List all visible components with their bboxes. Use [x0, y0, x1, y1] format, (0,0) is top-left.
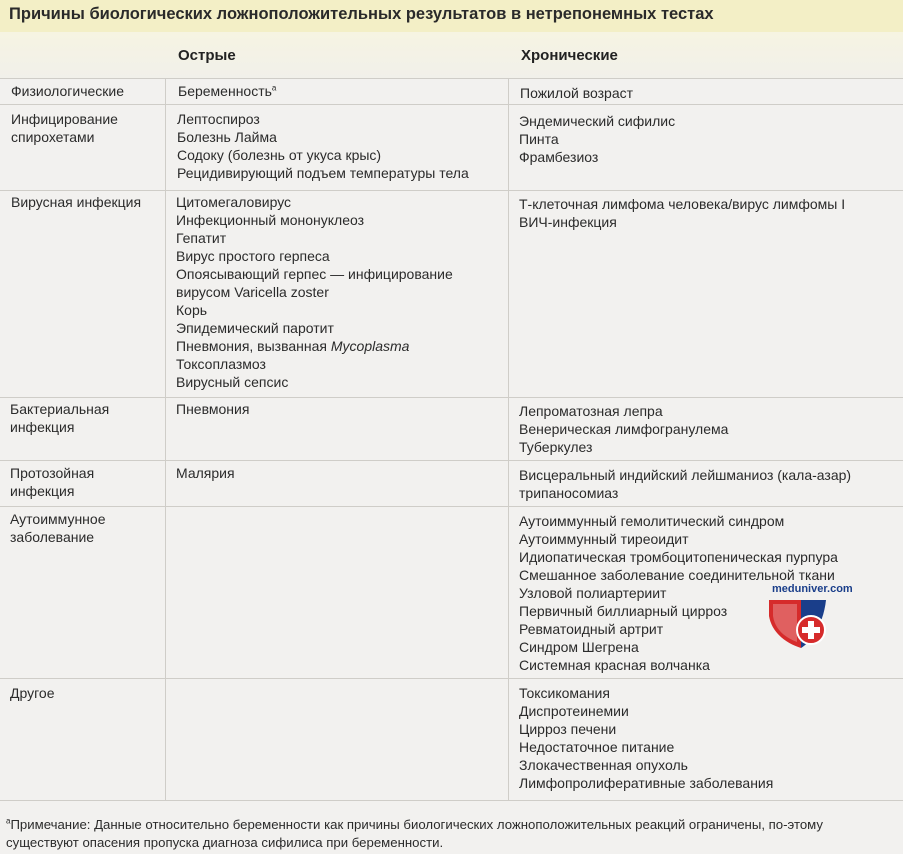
- column-divider: [165, 78, 166, 800]
- row-physiological-category: Физиологические: [11, 83, 125, 99]
- row-spirochete-chronic: Эндемический сифилис Пинта Фрамбезиоз: [519, 113, 676, 165]
- row-divider: [0, 506, 903, 507]
- shield-cross-icon: [764, 596, 834, 656]
- column-header-chronic: Хронические: [521, 47, 618, 64]
- row-bacterial-chronic: Лепроматозная лепра Венерическая лимфогранулема Туберкулез: [519, 403, 729, 455]
- row-viral-chronic: Т-клеточная лимфома человека/вирус лимфомы I ВИЧ-инфекция: [519, 196, 846, 230]
- row-spirochete-acute: Лептоспироз Болезнь Лайма Содоку (болезнь от укуса крыс) Рецидивирующий подъем температуры тела: [177, 111, 469, 181]
- row-autoimmune-category: Аутоиммунное заболевание: [10, 511, 106, 545]
- row-spirochete-category: Инфицирование спирохетами: [11, 111, 118, 145]
- watermark-text: meduniver.com: [772, 583, 853, 595]
- row-divider: [0, 78, 903, 79]
- row-bacterial-category: Бактериальная инфекция: [10, 401, 110, 435]
- row-divider: [0, 104, 903, 105]
- row-divider: [0, 800, 903, 801]
- footnote-marker: а: [6, 816, 11, 826]
- row-physiological-acute: Беременность$^а$: [178, 83, 277, 99]
- column-divider: [508, 78, 509, 800]
- row-viral-acute: Цитомегаловирус Инфекционный мононуклеоз Гепатит Вирус простого герпеса Опоясывающий герпес — инфицирование вирусом Varicella zoster Корь Эпидемический паротит Пневмония, вызванная Mycoplasma Токсоплазмоз Вирусный сепсис: [176, 194, 453, 390]
- column-header-band: [0, 32, 903, 78]
- row-other-category: Другое: [10, 685, 55, 701]
- row-physiological-chronic: Пожилой возраст: [520, 85, 634, 101]
- row-divider: [0, 460, 903, 461]
- row-divider: [0, 678, 903, 679]
- row-viral-category: Вирусная инфекция: [11, 194, 142, 210]
- row-protozoal-chronic: Висцеральный индийский лейшманиоз (кала-азар) трипаносомиаз: [519, 467, 852, 501]
- italic-organism-name: Mycoplasma: [330, 338, 410, 354]
- column-header-acute: Острые: [178, 47, 236, 64]
- table-title: Причины биологических ложноположительных результатов в нетрепонемных тестах: [9, 5, 714, 23]
- row-protozoal-acute: Малярия: [176, 465, 235, 481]
- row-divider: [0, 190, 903, 191]
- row-autoimmune-chronic: Аутоиммунный гемолитический синдром Аутоиммунный тиреоидит Идиопатическая тромбоцитопеническая пурпура Смешанное заболевание соединительной ткани Узловой полиартериит Первичный биллиарный цирроз Ревматоидный артрит Синдром Шегрена Системная красная волчанка: [519, 513, 838, 673]
- row-divider: [0, 397, 903, 398]
- row-protozoal-category: Протозойная инфекция: [10, 465, 95, 499]
- footnote-note: $^а$Примечание: Данные относительно беременности как причины биологических ложноположительных реакций ограничены, по-этому существуют опасения пропуска диагноза сифилиса при беременности.: [6, 816, 823, 850]
- footnote-marker: а: [271, 83, 277, 93]
- row-bacterial-acute: Пневмония: [176, 401, 250, 417]
- title-bar: [0, 0, 903, 32]
- meduniver-watermark: [760, 583, 853, 655]
- row-other-chronic: Токсикомания Диспротеинемии Цирроз печени Недостаточное питание Злокачественная опухоль Лимфопролиферативные заболевания: [519, 685, 774, 791]
